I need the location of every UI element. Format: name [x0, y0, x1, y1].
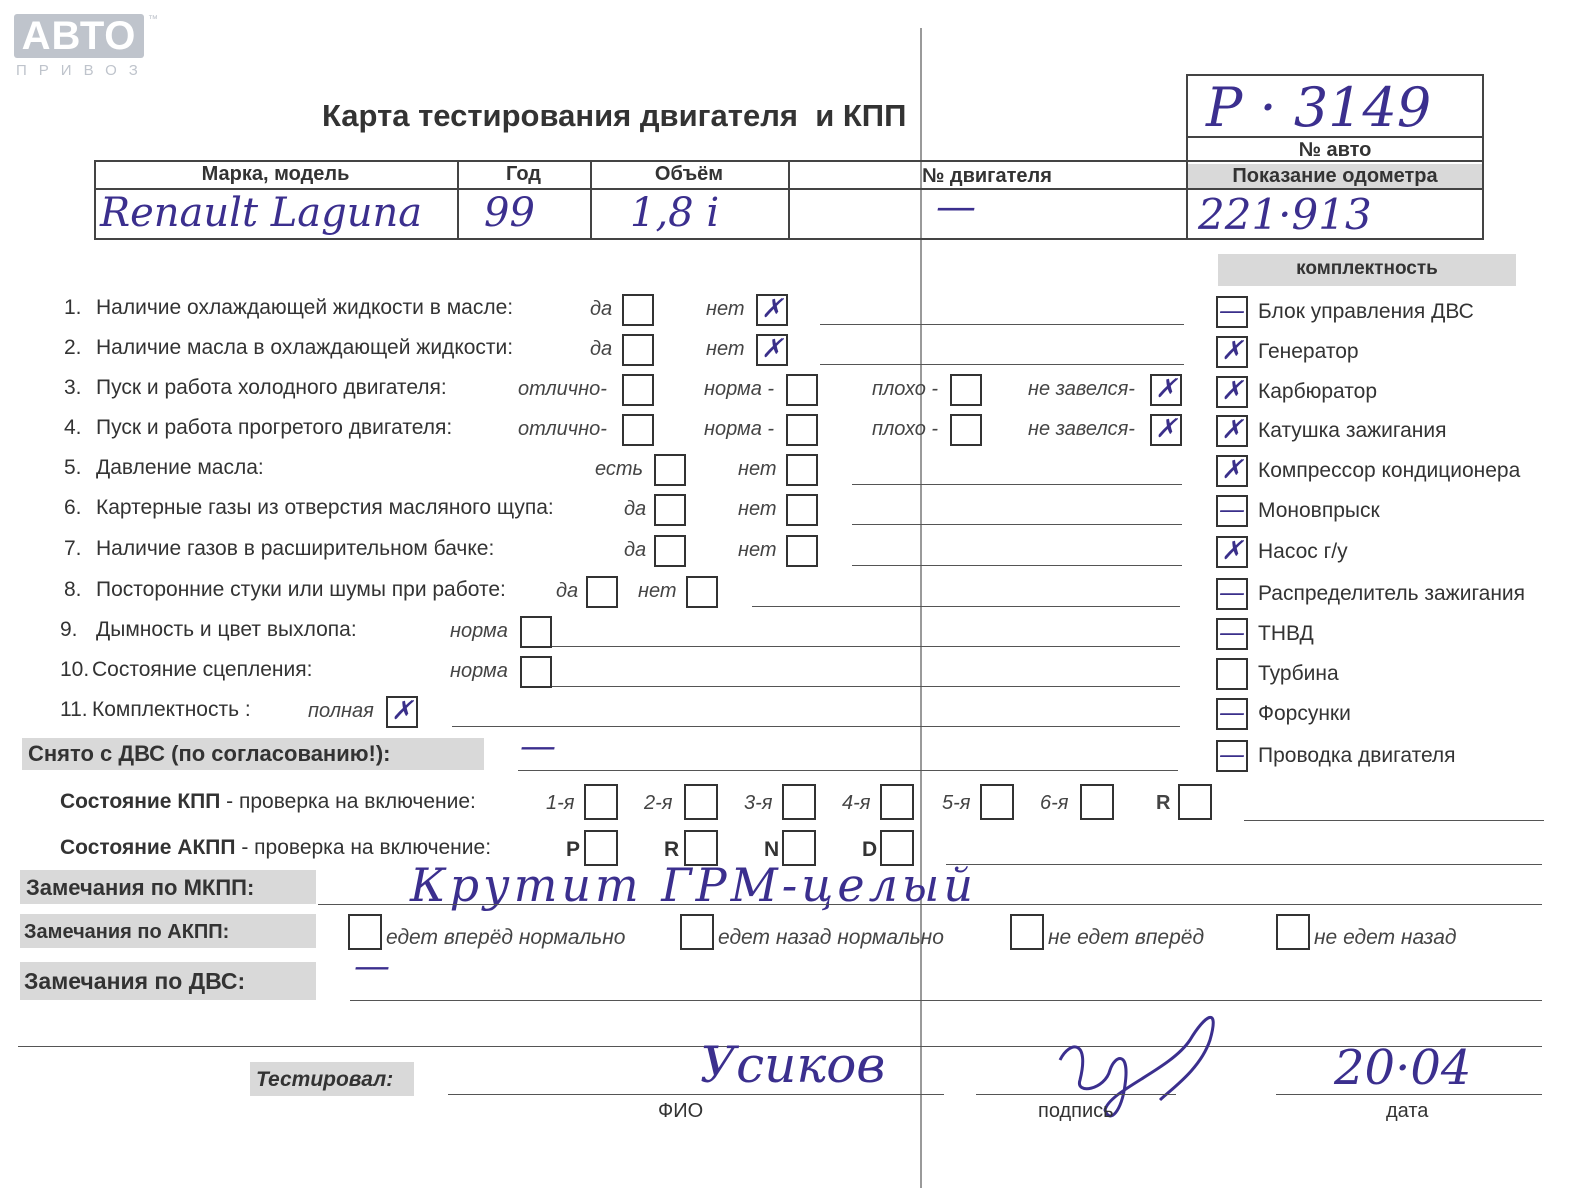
- odometer-value: 221·913: [1198, 190, 1372, 239]
- gear-label: 6-я: [1040, 792, 1069, 814]
- option-checkbox[interactable]: [520, 656, 552, 688]
- akpp-mode-label: P: [566, 838, 581, 861]
- option-label: нет: [738, 539, 777, 561]
- akpp-mode-label: D: [862, 838, 878, 861]
- kit-item-label: Форсунки: [1258, 702, 1351, 725]
- question-answer-line: [552, 686, 1180, 687]
- option-label: нет: [738, 458, 777, 480]
- question-text: Посторонние стуки или шумы при работе:: [96, 578, 506, 601]
- kit-item-label: ТНВД: [1258, 622, 1314, 645]
- question-answer-line: [852, 565, 1182, 566]
- option-label: не завелся-: [1028, 378, 1135, 400]
- kit-item-label: Насос г/у: [1258, 540, 1348, 563]
- option-label: да: [590, 298, 613, 320]
- option-label: отлично-: [518, 378, 607, 400]
- akpp-remark-label: едет назад нормально: [718, 926, 944, 949]
- kit-mark: —: [1219, 578, 1245, 608]
- question-number: 7.: [64, 537, 82, 560]
- signature-line: [976, 1094, 1176, 1095]
- question-number: 4.: [64, 416, 82, 439]
- kit-mark: ✗: [1221, 376, 1243, 406]
- option-checkbox[interactable]: [622, 334, 654, 366]
- question-number: 1.: [64, 296, 82, 319]
- kit-mark: —: [1219, 296, 1245, 326]
- gear-label: 1-я: [546, 792, 575, 814]
- question-number: 5.: [64, 456, 82, 479]
- tested-date: 20·04: [1334, 1040, 1472, 1096]
- question-answer-line: [852, 524, 1182, 525]
- question-text: Дымность и цвет выхлопа:: [96, 618, 357, 641]
- option-label: да: [624, 539, 647, 561]
- make-label: Марка, модель: [201, 163, 350, 185]
- remarks-akpp-label: Замечания по АКПП:: [24, 921, 230, 943]
- question-text: Наличие масла в охлаждающей жидкости:: [96, 336, 514, 359]
- option-label: норма -: [704, 378, 775, 400]
- akpp-remark-label: едет вперёд нормально: [386, 926, 626, 949]
- akpp-label-bold: Состояние АКПП: [60, 836, 236, 859]
- option-checkbox[interactable]: [654, 494, 686, 526]
- kit-checkbox[interactable]: [1216, 658, 1248, 690]
- gear-label: 3-я: [744, 792, 773, 814]
- option-label: нет: [706, 298, 745, 320]
- question-number: 11.: [60, 698, 88, 721]
- option-checkbox[interactable]: [786, 454, 818, 486]
- logo: [14, 14, 158, 84]
- option-label: норма: [450, 620, 508, 642]
- option-label: нет: [706, 338, 745, 360]
- kit-item-label: Катушка зажигания: [1258, 419, 1447, 442]
- question-text: Давление масла:: [96, 456, 264, 479]
- kit-mark: ✗: [1221, 415, 1243, 445]
- logo-tm: ™: [148, 14, 158, 25]
- gear-checkbox[interactable]: [1178, 784, 1212, 820]
- option-label: нет: [638, 580, 677, 602]
- question-answer-line: [452, 726, 1180, 727]
- logo-sub: ПРИВОЗ: [16, 62, 150, 79]
- option-label: да: [624, 498, 647, 520]
- question-number: 10.: [60, 658, 90, 681]
- page-title: Карта тестирования двигателя и КПП: [322, 98, 907, 133]
- gear-checkbox[interactable]: [980, 784, 1014, 820]
- option-mark: ✗: [761, 294, 783, 324]
- kpp-label-rest: - проверка на включение:: [220, 790, 476, 813]
- question-text: Наличие газов в расширительном бачке:: [96, 537, 495, 560]
- option-checkbox[interactable]: [786, 494, 818, 526]
- akpp-mode-label: R: [664, 838, 680, 861]
- option-label: не завелся-: [1028, 418, 1135, 440]
- option-label: нет: [738, 498, 777, 520]
- kit-mark: —: [1219, 740, 1245, 770]
- option-label: отлично-: [518, 418, 607, 440]
- option-mark: ✗: [1155, 374, 1177, 404]
- option-mark: ✗: [391, 696, 413, 726]
- question-text: Комплектность :: [92, 698, 251, 721]
- name-caption: ФИО: [658, 1100, 704, 1122]
- tested-label: Тестировал:: [256, 1068, 394, 1091]
- option-checkbox[interactable]: [686, 576, 718, 608]
- kit-item-label: Турбина: [1258, 662, 1339, 685]
- option-mark: ✗: [1155, 414, 1177, 444]
- option-checkbox[interactable]: [586, 576, 618, 608]
- option-mark: ✗: [761, 334, 783, 364]
- odometer-label: Показание одометра: [1232, 165, 1438, 187]
- option-checkbox[interactable]: [786, 374, 818, 406]
- akpp-remark-checkbox[interactable]: [1010, 914, 1044, 950]
- remarks-mkpp-value: Крутит ГРМ-целый: [410, 858, 977, 912]
- signature-caption: подпись: [1038, 1100, 1114, 1122]
- question-text: Пуск и работа холодного двигателя:: [96, 376, 447, 399]
- option-checkbox[interactable]: [654, 454, 686, 486]
- question-text: Картерные газы из отверстия масляного щупа:: [96, 496, 554, 519]
- kit-mark: ✗: [1221, 336, 1243, 366]
- tested-name: Усиков: [700, 1036, 886, 1094]
- akpp-label: [60, 836, 491, 860]
- remarks-mkpp-label: Замечания по МКПП:: [26, 875, 255, 900]
- kit-item-label: Распределитель зажигания: [1258, 582, 1526, 605]
- kit-title: комплектность: [1296, 258, 1438, 279]
- option-label: норма -: [704, 418, 775, 440]
- option-checkbox[interactable]: [654, 535, 686, 567]
- question-text: Состояние сцепления:: [92, 658, 313, 681]
- question-number: 3.: [64, 376, 82, 399]
- option-checkbox[interactable]: [622, 294, 654, 326]
- gear-label: 5-я: [942, 792, 971, 814]
- option-checkbox[interactable]: [786, 414, 818, 446]
- question-number: 2.: [64, 336, 82, 359]
- gear-checkbox[interactable]: [782, 784, 816, 820]
- akpp-remark-checkbox[interactable]: [1276, 914, 1310, 950]
- logo-main: АВТО: [14, 14, 144, 58]
- question-number: 6.: [64, 496, 82, 519]
- removed-value: —: [520, 726, 556, 767]
- gear-checkbox[interactable]: [880, 784, 914, 820]
- option-checkbox[interactable]: [950, 414, 982, 446]
- removed-line: [518, 770, 1178, 771]
- removed-label: Снято с ДВС (по согласованию!):: [28, 741, 391, 766]
- engine-number-label: № двигателя: [922, 165, 1052, 187]
- kit-item-label: Проводка двигателя: [1258, 744, 1456, 767]
- question-number: 8.: [64, 578, 82, 601]
- option-checkbox[interactable]: [622, 374, 654, 406]
- remarks-dvs-label: Замечания по ДВС:: [24, 968, 246, 994]
- akpp-mode-label: N: [764, 838, 780, 861]
- kit-item-label: Генератор: [1258, 340, 1359, 363]
- option-label: есть: [595, 458, 644, 480]
- date-line: [1276, 1094, 1542, 1095]
- kpp-line: [1244, 820, 1544, 821]
- kit-mark: —: [1219, 618, 1245, 648]
- akpp-remark-label: не едет назад: [1314, 926, 1457, 949]
- question-answer-line: [752, 606, 1180, 607]
- kit-mark: ✗: [1221, 455, 1243, 485]
- engine-number-value: —: [936, 184, 976, 230]
- question-answer-line: [852, 484, 1182, 485]
- question-answer-line: [552, 646, 1180, 647]
- gear-checkbox[interactable]: [584, 784, 618, 820]
- remarks-dvs-value: —: [354, 946, 390, 987]
- volume-label: Объём: [654, 163, 724, 185]
- car-number-value: Р · 3149: [1206, 76, 1432, 139]
- option-label: норма: [450, 660, 508, 682]
- question-number: 9.: [60, 618, 78, 641]
- kit-item-label: Компрессор кондиционера: [1258, 459, 1521, 482]
- gear-label: R: [1156, 792, 1171, 814]
- akpp-remark-label: не едет вперёд: [1048, 926, 1205, 949]
- kit-item-label: Карбюратор: [1258, 380, 1378, 403]
- kpp-label-bold: Состояние КПП: [60, 790, 221, 813]
- option-checkbox[interactable]: [786, 535, 818, 567]
- remarks-dvs-line: [350, 1000, 1542, 1001]
- kpp-label: [60, 790, 476, 814]
- option-label: да: [556, 580, 579, 602]
- volume-value: 1,8 i: [630, 190, 720, 236]
- kit-mark: —: [1219, 495, 1245, 525]
- gear-label: 4-я: [842, 792, 871, 814]
- option-label: плохо -: [872, 378, 939, 400]
- make-value: Renault Laguna: [100, 190, 423, 236]
- option-checkbox[interactable]: [622, 414, 654, 446]
- year-label: Год: [506, 163, 541, 185]
- date-caption: дата: [1386, 1100, 1429, 1122]
- question-text: Пуск и работа прогретого двигателя:: [96, 416, 453, 439]
- question-answer-line: [820, 324, 1184, 325]
- option-label: полная: [308, 700, 374, 722]
- gear-checkbox[interactable]: [1080, 784, 1114, 820]
- car-number-label: № авто: [1298, 139, 1372, 161]
- option-checkbox[interactable]: [520, 616, 552, 648]
- kit-mark: ✗: [1221, 536, 1243, 566]
- kit-item-label: Моновпрыск: [1258, 499, 1380, 522]
- option-label: плохо -: [872, 418, 939, 440]
- kit-mark: —: [1219, 698, 1245, 728]
- question-answer-line: [820, 364, 1184, 365]
- akpp-label-rest: - проверка на включение:: [235, 836, 492, 859]
- year-value: 99: [484, 190, 535, 236]
- akpp-remark-checkbox[interactable]: [680, 914, 714, 950]
- option-label: да: [590, 338, 613, 360]
- gear-checkbox[interactable]: [684, 784, 718, 820]
- akpp-line: [946, 864, 1542, 865]
- remarks-mkpp-line: [318, 904, 1542, 905]
- gear-label: 2-я: [644, 792, 673, 814]
- akpp-remark-checkbox[interactable]: [348, 914, 382, 950]
- question-text: Наличие охлаждающей жидкости в масле:: [96, 296, 514, 319]
- kit-item-label: Блок управления ДВС: [1258, 300, 1474, 323]
- name-line: [448, 1094, 944, 1095]
- option-checkbox[interactable]: [950, 374, 982, 406]
